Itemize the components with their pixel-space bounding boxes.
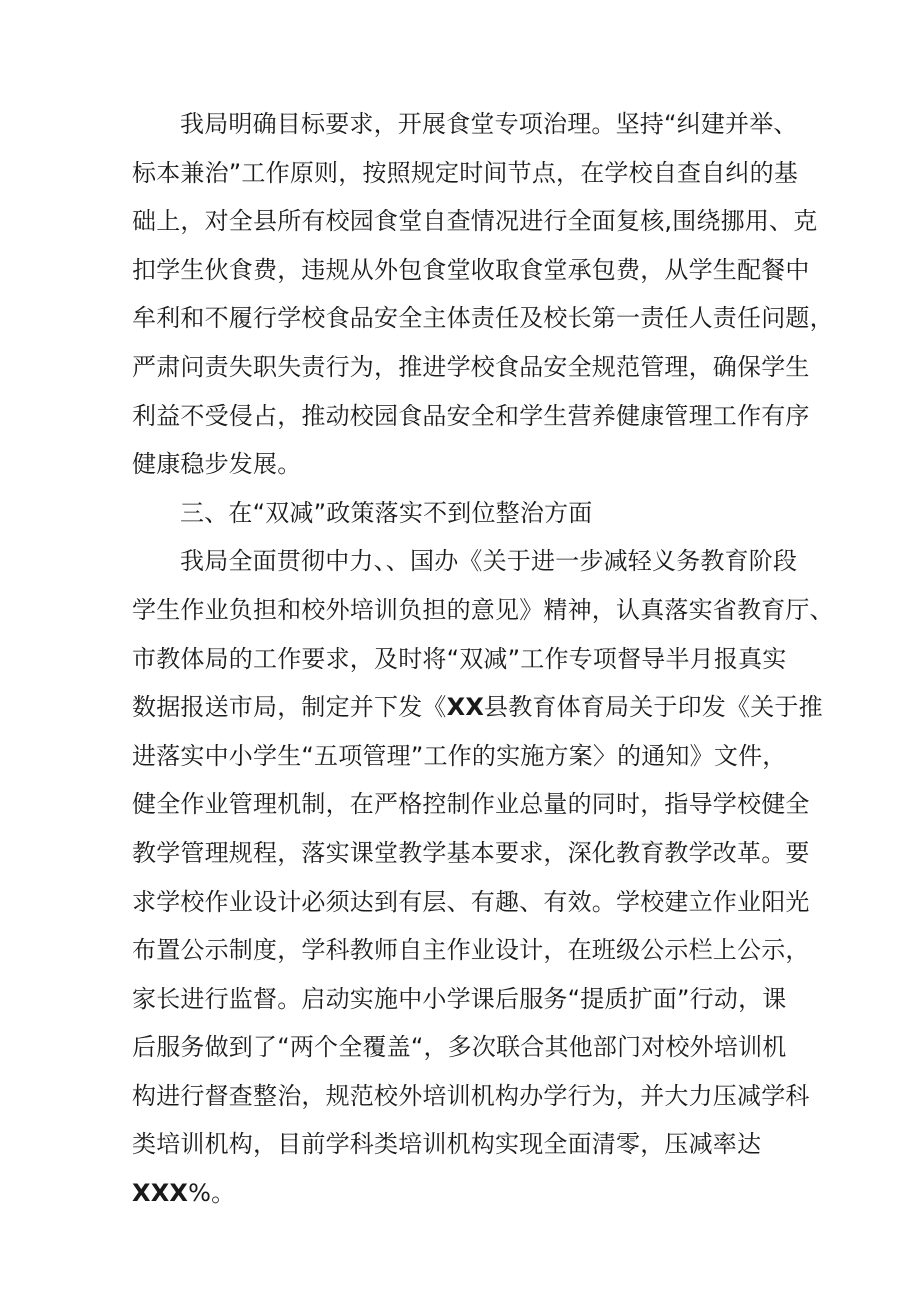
- text-line: 扣学生伙食费，违规从外包食堂收取食堂承包费，从学生配餐中: [132, 255, 810, 284]
- text-line: 标本兼治”工作原则，按照规定时间节点，在学校自查自纠的基: [132, 158, 799, 187]
- text-segment: 县教育体育局关于印发《关于推: [484, 693, 823, 722]
- text-line: 我局明确目标要求，开展食堂专项治理。坚持“纠建并举、: [180, 110, 798, 138]
- text-line: 后服务做到了“两个全覆盖“，多次联合其他部门对校外培训机: [132, 1033, 787, 1062]
- text-line: 类培训机构，目前学科类培训机构实现全面清零，压减率达: [132, 1130, 762, 1159]
- text-line: 市教体局的工作要求，及时将“双减”工作专项督导半月报真实: [132, 644, 787, 673]
- text-line: 构进行督查整治，规范校外培训机构办学行为，并大力压减学科: [132, 1081, 810, 1110]
- text-line: [132, 1169, 808, 1218]
- text-segment: 数据报送市局，制定并下发《: [132, 693, 447, 722]
- text-line: 学生作业负担和校外培训负担的意见》精神，认真落实省教育厅、: [132, 595, 834, 624]
- text-line: 牟利和不履行学校食品安全主体责任及校长第一责任人责任问题，: [132, 304, 834, 333]
- text-line: 础上，对全县所有校园食堂自查情况进行全面复核,围绕挪用、克: [132, 207, 818, 236]
- text-line: 进落实中小学生“五项管理”工作的实施方案〉的通知》文件，: [132, 741, 787, 770]
- text-line: 我局全面贯彻中力、、国办《关于进一步减轻义务教育阶段: [180, 547, 798, 576]
- text-line: 布置公示制度，学科教师自主作业设计，在班级公示栏上公示，: [132, 936, 810, 965]
- text-line: 利益不受侵占，推动校园食品安全和学生营养健康管理工作有序: [132, 401, 810, 430]
- text-line: 家长进行监督。启动实施中小学课后服务“提质扩面”行动，课: [132, 984, 787, 1013]
- text-line: 求学校作业设计必须达到有层、有趣、有效。学校建立作业阳光: [132, 887, 810, 916]
- text-line: [132, 683, 823, 732]
- paragraph-canteen: [132, 100, 834, 489]
- placeholder-rate: XXX: [132, 1179, 189, 1208]
- text-line: 严肃问责失职失责行为，推进学校食品安全规范管理，确保学生: [132, 352, 810, 381]
- text-line: 健全作业管理机制，在严格控制作业总量的同时，指导学校健全: [132, 790, 810, 819]
- placeholder-county: XX: [446, 693, 485, 722]
- text-line: 健康稳步发展。: [132, 450, 302, 479]
- document-body: [132, 100, 834, 1218]
- text-line: 教学管理规程，落实课堂教学基本要求，深化教育教学改革。要: [132, 838, 810, 867]
- text-segment: %。: [188, 1179, 236, 1208]
- section-heading: 三、在“双减”政策落实不到位整治方面: [180, 498, 593, 527]
- paragraph-double-reduction: [132, 537, 834, 1217]
